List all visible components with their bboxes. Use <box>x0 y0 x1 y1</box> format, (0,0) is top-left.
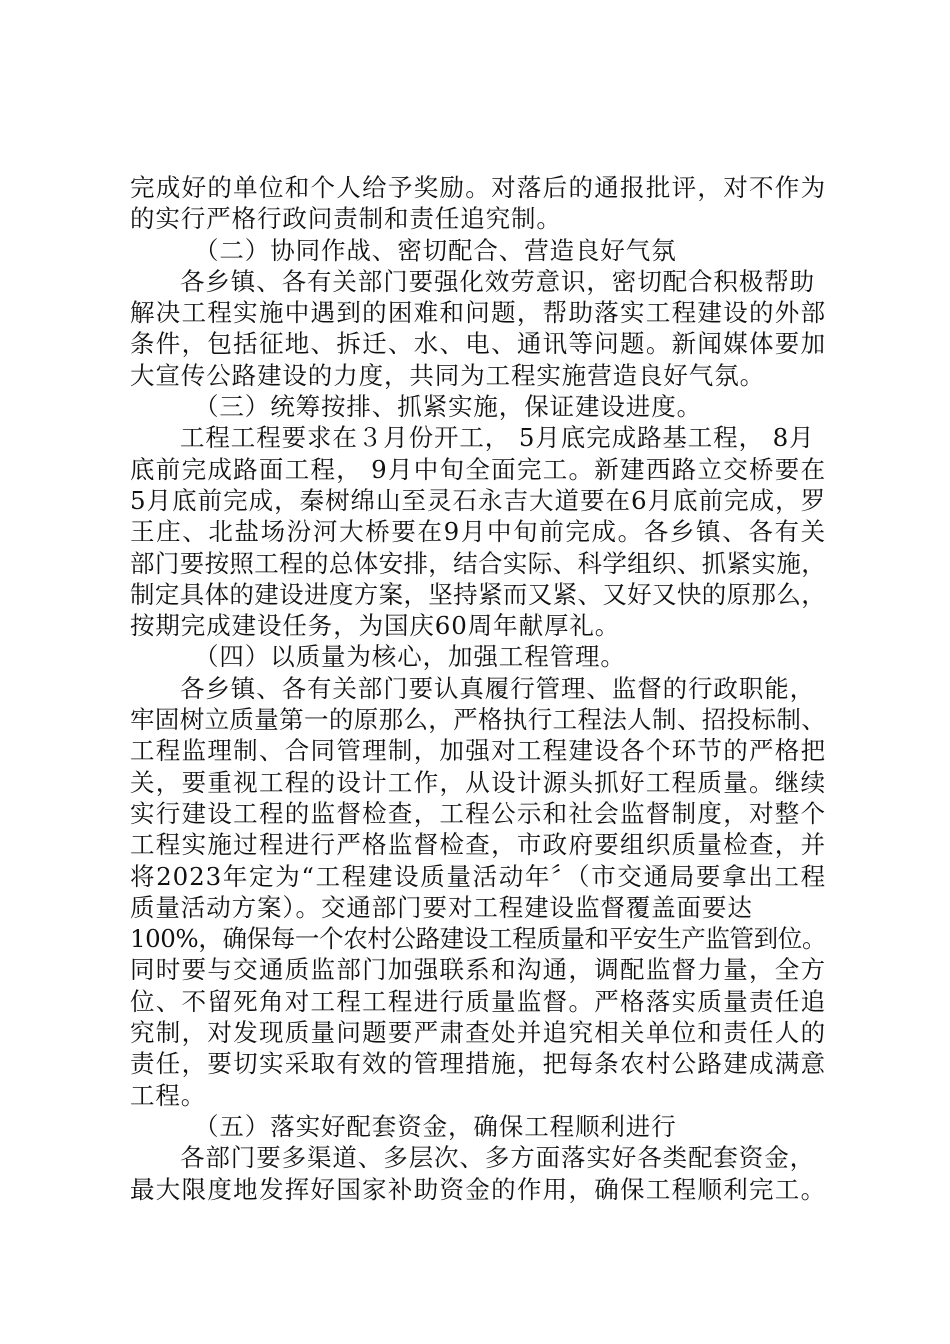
section-heading: （五）落实好配套资金，确保工程顺利进行 <box>194 1111 677 1141</box>
text-line: 同时要与交通质监部门加强联系和沟通，调配监督力量，全方 <box>130 955 826 985</box>
text-line: 大宣传公路建设的力度，共同为工程实施营造良好气氛。 <box>130 360 765 390</box>
text-line: 工程。 <box>130 1080 207 1110</box>
text-line: 究制，对发现质量问题要严肃查处并追究相关单位和责任人的 <box>130 1018 826 1048</box>
text-line: 完成好的单位和个人给予奖励。对落后的通报批评，对不作为 <box>130 173 826 202</box>
text-line: 按期完成建设任务，为国庆60周年献厚礼。 <box>130 611 621 641</box>
text-line: 5月底前完成，秦树绵山至灵石永吉大道要在6月底前完成，罗 <box>130 485 826 515</box>
text-line: 牢固树立质量第一的原那么，严格执行工程法人制、招投标制、 <box>130 705 826 735</box>
section-heading: （三）统筹按排、抓紧实施，保证建设进度。 <box>194 392 702 422</box>
text-line: 条件，包括征地、拆迁、水、电、通讯等问题。新闻媒体要加 <box>130 329 826 359</box>
text-line: 工程监理制、合同管理制，加强对工程建设各个环节的严格把 <box>130 736 826 766</box>
document-body <box>130 172 826 1205</box>
text-line: 各乡镇、各有关部门要强化效劳意识，密切配合积极帮助 <box>180 266 815 296</box>
text-line: 各乡镇、各有关部门要认真履行管理、监督的行政职能， <box>180 673 815 703</box>
text-line: 工程工程要求在３月份开工， 5月底完成路基工程， 8月 <box>180 423 815 453</box>
text-line: 王庄、北盐场汾河大桥要在9月中旬前完成。各乡镇、各有关 <box>130 517 826 547</box>
text-line: 部门要按照工程的总体安排，结合实际、科学组织、抓紧实施， <box>130 548 826 578</box>
text-line: 底前完成路面工程， 9月中旬全面完工。新建西路立交桥要在 <box>130 454 826 484</box>
text-line: 关，要重视工程的设计工作，从设计源头抓好工程质量。继续 <box>130 767 826 797</box>
text-line: 的实行严格行政问责制和责任追究制。 <box>130 204 562 234</box>
text-line: 各部门要多渠道、多层次、多方面落实好各类配套资金， <box>180 1143 815 1173</box>
text-line: 责任，要切实采取有效的管理措施，把每条农村公路建成满意 <box>130 1049 826 1079</box>
text-line: 解决工程实施中遇到的困难和问题，帮助落实工程建设的外部 <box>130 298 826 328</box>
text-line: 制定具体的建设进度方案，坚持紧而又紧、又好又快的原那么， <box>130 579 826 609</box>
section-heading: （四）以质量为核心，加强工程管理。 <box>194 642 626 672</box>
text-line: 工程实施过程进行严格监督检查，市政府要组织质量检查，并 <box>130 830 826 860</box>
text-line: 位、不留死角对工程工程进行质量监督。严格落实质量责任追 <box>130 986 826 1016</box>
text-line: 实行建设工程的监督检查，工程公示和社会监督制度，对整个 <box>130 798 826 828</box>
text-line: 将2023年定为“工程建设质量活动年〞（市交通局要拿出工程 <box>130 861 826 891</box>
text-line: 质量活动方案）。交通部门要对工程建设监督覆盖面要达 <box>130 892 753 922</box>
text-line: 最大限度地发挥好国家补助资金的作用，确保工程顺利完工。 <box>130 1174 826 1204</box>
text-line: 100%，确保每一个农村公路建设工程质量和平安生产监管到位。 <box>130 924 826 954</box>
section-heading: （二）协同作战、密切配合、营造良好气氛 <box>194 235 677 265</box>
